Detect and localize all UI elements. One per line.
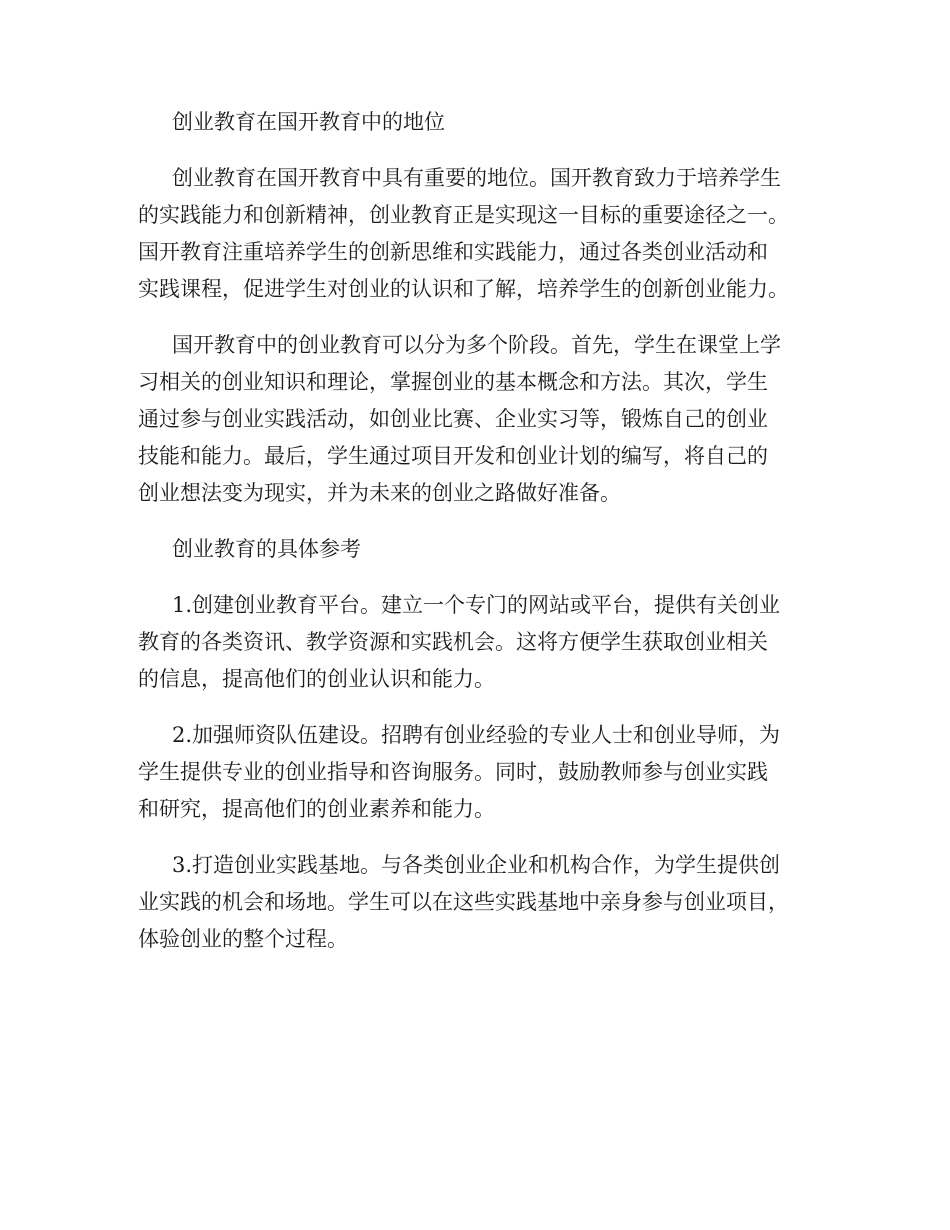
paragraph-status — [138, 160, 828, 308]
paragraph-line: 的信息，提高他们的创业认识和能力。 — [138, 667, 495, 691]
paragraph-line: 的实践能力和创新精神，创业教育正是实现这一目标的重要途径之一。 — [138, 203, 789, 227]
paragraph-line: 2.加强师资队伍建设。招聘有创业经验的专业人士和创业导师，为 — [172, 723, 781, 747]
paragraph-stages — [138, 327, 828, 512]
paragraph-line: 习相关的创业知识和理论，掌握创业的基本概念和方法。其次，学生 — [138, 370, 768, 394]
paragraph-line: 体验创业的整个过程。 — [138, 927, 348, 951]
paragraph-line: 实践课程，促进学生对创业的认识和了解，培养学生的创新创业能力。 — [138, 277, 789, 301]
paragraph-line: 国开教育注重培养学生的创新思维和实践能力，通过各类创业活动和 — [138, 240, 768, 264]
paragraph-line: 通过参与创业实践活动，如创业比赛、企业实习等，锻炼自己的创业 — [138, 407, 768, 431]
list-item-platform — [138, 587, 828, 698]
paragraph-line: 3.打造创业实践基地。与各类创业企业和机构合作，为学生提供创 — [172, 853, 781, 877]
heading-text: 创业教育在国开教育中的地位 — [172, 110, 445, 134]
paragraph-line: 技能和能力。最后，学生通过项目开发和创业计划的编写，将自己的 — [138, 444, 768, 468]
paragraph-line: 国开教育中的创业教育可以分为多个阶段。首先，学生在课堂上学 — [172, 333, 781, 357]
section-heading-status — [138, 104, 828, 141]
paragraph-line: 业实践的机会和场地。学生可以在这些实践基地中亲身参与创业项目， — [138, 890, 789, 914]
paragraph-line: 和研究，提高他们的创业素养和能力。 — [138, 797, 495, 821]
heading-text: 创业教育的具体参考 — [172, 537, 361, 561]
paragraph-line: 创业教育在国开教育中具有重要的地位。国开教育致力于培养学生 — [172, 166, 781, 190]
section-heading-reference — [138, 531, 828, 568]
list-item-faculty — [138, 717, 828, 828]
document-body — [138, 104, 828, 977]
paragraph-line: 教育的各类资讯、教学资源和实践机会。这将方便学生获取创业相关 — [138, 630, 768, 654]
paragraph-line: 学生提供专业的创业指导和咨询服务。同时，鼓励教师参与创业实践 — [138, 760, 768, 784]
paragraph-line: 1.创建创业教育平台。建立一个专门的网站或平台，提供有关创业 — [172, 593, 781, 617]
paragraph-line: 创业想法变为现实，并为未来的创业之路做好准备。 — [138, 481, 621, 505]
list-item-practice-base — [138, 847, 828, 958]
